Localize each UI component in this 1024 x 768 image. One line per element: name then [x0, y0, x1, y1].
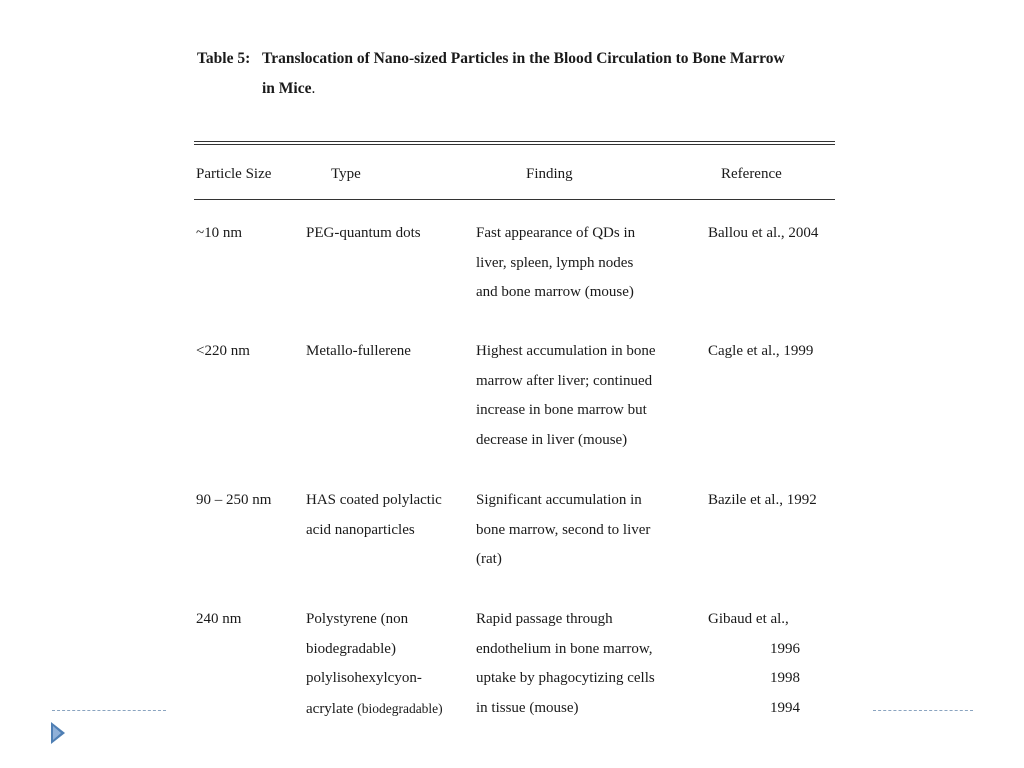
cell-text-line: acid nanoparticles: [306, 521, 415, 538]
cell-text-line: biodegradable): [306, 640, 396, 657]
cell-reference: [708, 337, 813, 367]
cell-type: [306, 605, 443, 725]
caption-line-1: [197, 44, 837, 74]
cell-finding: [476, 219, 635, 308]
cell-text-line: Significant accumulation in: [476, 492, 642, 508]
cell-text-line: HAS coated polylactic: [306, 492, 442, 508]
header-reference: Reference: [721, 166, 782, 182]
cell-text-line: bone marrow, second to liver: [476, 521, 651, 538]
header-particle-size: Particle Size: [196, 166, 272, 182]
top-rule-double: [194, 144, 835, 145]
cell-type: [306, 486, 442, 545]
cell-text-line: uptake by phagocytizing cells: [476, 670, 655, 687]
header-type: Type: [331, 166, 361, 182]
cell-text-line: endothelium in bone marrow,: [476, 640, 653, 657]
caption-period: .: [311, 80, 316, 97]
cell-text-line: marrow after liver; continued: [476, 372, 653, 389]
cell-type: [306, 219, 421, 249]
header-finding: Finding: [526, 166, 573, 182]
cell-text-part: acrylate: [306, 701, 354, 718]
cell-finding: [476, 486, 650, 575]
table-caption: [197, 44, 837, 104]
cell-finding: [476, 605, 655, 724]
cell-text-line: increase in bone marrow but: [476, 402, 647, 419]
cell-particle-size: 240 nm: [196, 611, 242, 627]
cell-reference: [708, 219, 818, 249]
caption-label: Table 5:: [197, 50, 251, 67]
reference-year: 1994: [770, 700, 800, 717]
cell-particle-size: ~10 nm: [196, 225, 243, 241]
cell-finding: [476, 337, 656, 456]
cell-text-line: polylisohexylcyon-: [306, 670, 422, 687]
cell-particle-size: 90 – 250 nm: [196, 492, 272, 508]
top-rule: [194, 141, 835, 142]
cell-text-line: Metallo-fullerene: [306, 343, 411, 359]
cell-text-line: Ballou et al., 2004: [708, 225, 819, 241]
cell-text-line: in tissue (mouse): [476, 700, 579, 717]
cell-text-line: decrease in liver (mouse): [476, 432, 628, 449]
cell-text-line: Cagle et al., 1999: [708, 343, 814, 359]
cell-reference: [708, 486, 817, 516]
cell-text-line: Rapid passage through: [476, 611, 613, 627]
cell-text-suffix: (biodegradable): [357, 701, 443, 717]
cell-particle-size: <220 nm: [196, 343, 250, 359]
cell-text-line: [306, 694, 443, 725]
cell-text-line: Bazile et al., 1992: [708, 492, 817, 508]
cell-text-line: liver, spleen, lymph nodes: [476, 254, 634, 271]
reference-year: 1996: [770, 640, 800, 657]
footer-dashed-line-right: [873, 710, 973, 711]
cell-text-line: Highest accumulation in bone: [476, 343, 656, 359]
footer-dashed-line-left: [52, 710, 166, 711]
cell-text-line: and bone marrow (mouse): [476, 284, 634, 301]
caption-title-line-2: in Mice: [262, 80, 312, 97]
cell-text-line: (rat): [476, 551, 502, 568]
header-rule: [194, 199, 835, 200]
cell-text-line: Fast appearance of QDs in: [476, 225, 636, 241]
cell-type: [306, 337, 411, 367]
caption-line-2: [197, 74, 837, 104]
reference-year: 1998: [770, 670, 800, 687]
cell-text-line: PEG-quantum dots: [306, 225, 421, 241]
caption-title-line-1: Translocation of Nano-sized Particles in the Blood Circulation to Bone Marrow: [262, 50, 785, 67]
cell-reference: [708, 605, 800, 724]
cell-text-line: Polystyrene (non: [306, 611, 409, 627]
cell-text-line: Gibaud et al.,: [708, 611, 789, 627]
play-arrow-icon: [51, 722, 65, 744]
